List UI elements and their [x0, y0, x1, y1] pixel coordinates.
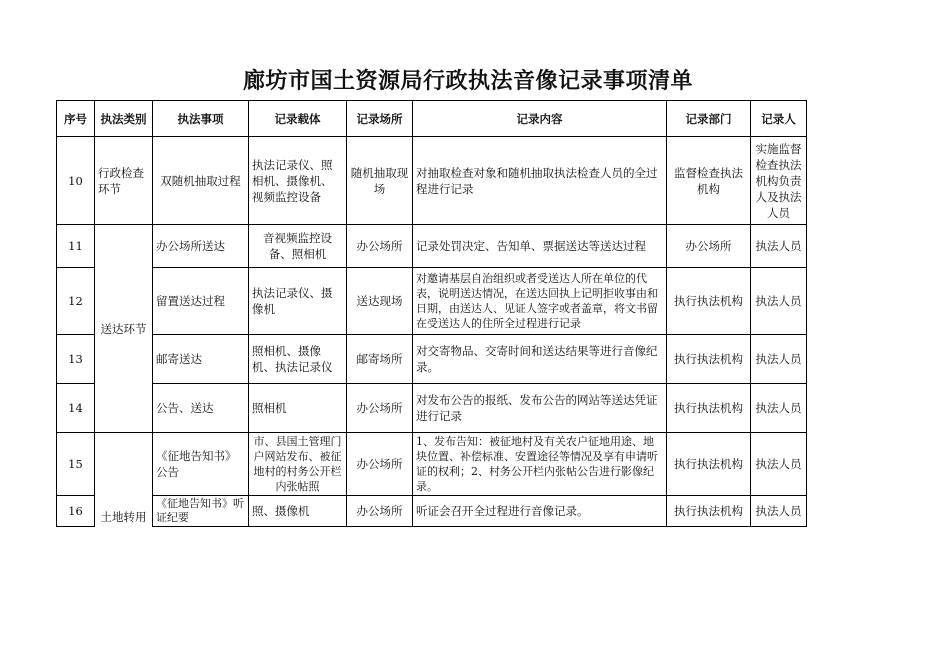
cell-recorder: 执法人员	[751, 384, 807, 433]
table-row	[57, 335, 807, 384]
cell-place: 随机抽取现场	[347, 137, 413, 225]
cell-content: 对发布公告的报纸、发布公告的网站等送达凭证进行记录	[413, 384, 667, 433]
cell-place: 办公场所	[347, 384, 413, 433]
header-content: 记录内容	[413, 101, 667, 137]
cell-no: 13	[57, 335, 95, 384]
cell-content: 对交寄物品、交寄时间和送达结果等进行音像纪录。	[413, 335, 667, 384]
cell-item: 双随机抽取过程	[153, 137, 249, 225]
cell-carrier: 照相机、摄像机、执法记录仪	[249, 335, 347, 384]
cell-carrier: 音视频监控设备、照相机	[249, 225, 347, 268]
cell-recorder: 执法人员	[751, 335, 807, 384]
cell-place: 办公场所	[347, 225, 413, 268]
cell-carrier: 照相机	[249, 384, 347, 433]
cell-place: 办公场所	[347, 433, 413, 496]
cell-carrier: 执法记录仪、摄像机	[249, 268, 347, 335]
table-row	[57, 496, 807, 527]
cell-carrier: 照、摄像机	[249, 496, 347, 527]
cell-no: 10	[57, 137, 95, 225]
cell-recorder: 实施监督检查执法机构负责人及执法人员	[751, 137, 807, 225]
cell-recorder: 执法人员	[751, 268, 807, 335]
cell-recorder: 执法人员	[751, 433, 807, 496]
cell-dept: 执行执法机构	[667, 268, 751, 335]
cell-content: 对邀请基层自治组织或者受送达人所在单位的代表，说明送达情况，在送达回执上记明拒收事由和日期，由送达人、见证人签字或者盖章，将文书留在受送达人的住所全过程进行记录	[413, 268, 667, 335]
cell-carrier: 执法记录仪、照相机、摄像机、视频监控设备	[249, 137, 347, 225]
cell-carrier: 市、县国土管理门户网站发布、被征地村的村务公开栏内张帖照	[249, 433, 347, 496]
cell-item: 《征地告知书》公告	[153, 433, 249, 496]
cell-content: 听证会召开全过程进行音像记录。	[413, 496, 667, 527]
cell-item: 公告、送达	[153, 384, 249, 433]
cell-category-delivery: 送达环节	[95, 225, 153, 433]
cell-no: 16	[57, 496, 95, 527]
header-recorder: 记录人	[751, 101, 807, 137]
cell-no: 15	[57, 433, 95, 496]
page-title: 廊坊市国土资源局行政执法音像记录事项清单	[242, 69, 693, 94]
table-row	[57, 433, 807, 496]
cell-place: 办公场所	[347, 496, 413, 527]
cell-item: 《征地告知书》听证纪要	[153, 496, 249, 527]
cell-dept: 办公场所	[667, 225, 751, 268]
cell-dept: 监督检查执法机构	[667, 137, 751, 225]
cell-content: 1、发布告知：被征地村及有关农户征地用途、地块位置、补偿标准、安置途径等情况及享有申请听证的权利；2、村务公开栏内张帖公告进行影像纪录。	[413, 433, 667, 496]
cell-dept: 执行执法机构	[667, 496, 751, 527]
cell-category-land: 土地转用	[95, 433, 153, 527]
header-category: 执法类别	[95, 101, 153, 137]
cell-content: 记录处罚决定、告知单、票据送达等送达过程	[413, 225, 667, 268]
table-row	[57, 268, 807, 335]
cell-no: 14	[57, 384, 95, 433]
cell-dept: 执行执法机构	[667, 335, 751, 384]
cell-content: 对抽取检查对象和随机抽取执法检查人员的全过程进行记录	[413, 137, 667, 225]
header-no: 序号	[57, 101, 95, 137]
cell-place: 邮寄场所	[347, 335, 413, 384]
header-dept: 记录部门	[667, 101, 751, 137]
header-row	[57, 101, 807, 137]
header-carrier: 记录载体	[249, 101, 347, 137]
cell-item: 办公场所送达	[153, 225, 249, 268]
cell-item: 邮寄送达	[153, 335, 249, 384]
records-table	[56, 100, 807, 527]
cell-dept: 执行执法机构	[667, 384, 751, 433]
table-row	[57, 137, 807, 225]
cell-no: 11	[57, 225, 95, 268]
cell-recorder: 执法人员	[751, 496, 807, 527]
cell-no: 12	[57, 268, 95, 335]
cell-dept: 执行执法机构	[667, 433, 751, 496]
header-item: 执法事项	[153, 101, 249, 137]
cell-place: 送达现场	[347, 268, 413, 335]
table-row	[57, 384, 807, 433]
cell-recorder: 执法人员	[751, 225, 807, 268]
header-place: 记录场所	[347, 101, 413, 137]
cell-category: 行政检查环节	[95, 137, 153, 225]
cell-item: 留置送达过程	[153, 268, 249, 335]
table-row	[57, 225, 807, 268]
